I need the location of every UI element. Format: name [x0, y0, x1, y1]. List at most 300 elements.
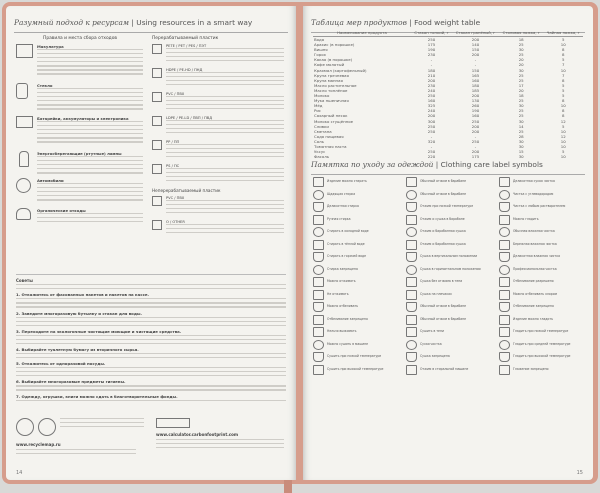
care-symbol-label: Можно отбеливать хлором: [513, 291, 557, 296]
care-symbol-icon: [499, 240, 510, 250]
care-symbol-label: Обычный отжим в барабане: [420, 179, 467, 184]
care-column-3: [499, 176, 587, 376]
care-symbol-icon: [499, 190, 510, 200]
care-symbol-item: [313, 351, 401, 364]
care-symbol-icon: [313, 315, 324, 325]
plastic-code: PVC / ПВХ: [166, 196, 185, 200]
plastic-code: HDPE / PE-HD / ПНД: [166, 68, 203, 72]
care-symbol-label: Сушка на плечиках: [420, 291, 452, 296]
product-cell: Сливки: [314, 123, 329, 129]
care-symbol-label: Глажение запрещено: [513, 366, 549, 371]
waste-item: [16, 44, 143, 83]
care-symbol-item: [313, 176, 401, 189]
care-symbol-icon: [406, 340, 417, 350]
right-page-number: 15: [576, 470, 583, 476]
recycle-triangle-icon: [152, 92, 162, 102]
weight-cell: -: [430, 57, 433, 63]
plastic-code: PS / ПС: [166, 164, 180, 168]
care-symbol-label: Сушить при высокой температуре: [327, 366, 384, 371]
tip: 6. Выбирайте многоразовые предметы гигиены.: [16, 379, 126, 385]
care-symbol-icon: [406, 240, 417, 250]
care-symbol-item: [406, 314, 494, 327]
right-page-header: Таблица мер продуктов | Food weight table: [311, 18, 585, 33]
weight-cell: 250: [471, 138, 480, 144]
care-symbol-icon: [499, 177, 510, 187]
care-symbol-label: Чистка с углеводородом: [513, 191, 554, 196]
recycle-triangle-icon: [152, 116, 162, 126]
plastic-code: PP / ПП: [166, 140, 180, 144]
care-symbol-label: Сушить при низкой температуре: [327, 354, 382, 359]
weight-cell: 5: [561, 123, 565, 129]
care-symbol-icon: [406, 290, 417, 300]
care-symbol-item: [313, 226, 401, 239]
weight-cell: 200: [427, 77, 436, 83]
weight-cell: 30: [518, 47, 524, 53]
care-symbol-icon: [313, 265, 324, 275]
care-symbol-label: Можно гладить: [513, 216, 539, 221]
weight-cell: 10: [560, 154, 566, 160]
care-symbol-icon: [406, 277, 417, 287]
waste-item: [16, 83, 143, 116]
weight-cell: 160: [471, 113, 480, 119]
product-cell: Крупа манная: [314, 77, 343, 83]
product-cell: Соль: [314, 138, 324, 144]
product-cell: Рис: [314, 108, 322, 114]
weight-cell: 18: [518, 93, 524, 99]
care-symbol-label: Можно отжимать: [327, 279, 356, 284]
waste-item: [16, 178, 143, 208]
care-symbol-item: [313, 214, 401, 227]
weight-cell: 5: [561, 82, 565, 88]
tip: 4. Выбирайте туалетную бумагу из вторичного сырья.: [16, 346, 139, 352]
care-symbol-item: [499, 189, 587, 202]
care-symbol-icon: [313, 365, 324, 375]
care-symbol-label: Отжим в стиральной машине: [420, 366, 469, 371]
care-symbol-item: [499, 176, 587, 189]
weight-cell: -: [474, 62, 477, 68]
weight-cell: 8: [561, 77, 565, 83]
weight-cell: 240: [427, 108, 436, 114]
plastic-item: [152, 140, 286, 164]
green-logo-icon: [156, 418, 190, 428]
left-page-header: Разумный подход к ресурсам | Using resources in a smart way: [14, 18, 288, 33]
care-symbol-item: [499, 339, 587, 352]
weight-cell: 250: [427, 37, 436, 42]
care-symbol-item: [406, 226, 494, 239]
care-symbol-item: [313, 239, 401, 252]
care-symbol-label: Нельзя выжимать: [327, 329, 357, 334]
weight-cell: 160: [471, 77, 480, 83]
sorting-title: Правила и места сбора отходов: [43, 36, 117, 41]
plastic-list: [152, 44, 286, 242]
weight-cell: 12: [560, 118, 566, 124]
care-symbol-label: Сушка в горизонтальном положении: [420, 266, 481, 271]
care-symbol-item: [406, 264, 494, 277]
care-symbol-item: [313, 276, 401, 289]
care-symbol-label: Щадящая стирка: [327, 191, 356, 196]
care-symbol-label: Сушить в тени: [420, 329, 444, 334]
care-symbol-icon: [313, 252, 324, 262]
weight-cell: 230: [427, 82, 436, 88]
weight-cell: 25: [518, 52, 524, 58]
product-cell: Сахарный песок: [314, 113, 348, 119]
care-symbol-label: Не отжимать: [327, 291, 349, 296]
recycle-triangle-icon: [152, 164, 162, 174]
care-symbol-label: Гладить при высокой температуре: [513, 354, 571, 359]
care-symbol-item: [499, 214, 587, 227]
weight-cell: 7: [561, 72, 565, 78]
column-header: Стакан тонкий, г: [411, 30, 452, 37]
care-symbol-label: Обычный отжим в барабане: [420, 191, 467, 196]
weight-cell: 240: [427, 87, 436, 93]
care-symbol-item: [406, 351, 494, 364]
column-header: Столовая ложка, г: [499, 30, 543, 37]
weight-cell: 175: [427, 42, 436, 48]
weight-cell: 12: [560, 133, 566, 139]
weight-cell: 10: [560, 67, 566, 73]
care-symbol-icon: [313, 302, 324, 312]
weight-cell: 250: [427, 128, 436, 134]
weight-cell: 320: [427, 138, 436, 144]
care-symbol-label: Ручная стирка: [327, 216, 351, 221]
weight-cell: 5: [561, 93, 565, 99]
care-symbol-label: Отжим и барабанная сушка: [420, 241, 466, 246]
care-symbol-item: [499, 314, 587, 327]
weight-cell: 150: [471, 47, 480, 53]
weight-cell: 160: [427, 98, 436, 104]
care-symbol-icon: [499, 290, 510, 300]
care-symbol-item: [499, 226, 587, 239]
left-page-number: 14: [16, 470, 23, 476]
care-header: Памятка по уходу за одеждой | Clothing care label symbols: [311, 160, 585, 175]
care-symbol-icon: [499, 252, 510, 262]
care-symbol-label: Чистка с любым растворителем: [513, 204, 566, 209]
care-symbol-icon: [406, 190, 417, 200]
weight-cell: 250: [471, 118, 480, 124]
care-symbol-item: [499, 264, 587, 277]
care-symbol-item: [406, 176, 494, 189]
weight-cell: 20: [518, 62, 524, 68]
product-cell: Масло топлёное: [314, 87, 348, 93]
care-symbol-label: Отбеливание запрещено: [327, 316, 368, 321]
care-symbol-icon: [313, 352, 324, 362]
care-symbol-label: Сушка без отжима в тени: [420, 279, 463, 284]
paper-icon: [16, 44, 33, 58]
care-symbol-label: Сухая чистка: [420, 341, 442, 346]
care-symbol-label: Деликатная сухая чистка: [513, 179, 555, 184]
column-header: Стакан гранёный, г: [452, 30, 499, 37]
weight-cell: 250: [427, 149, 436, 155]
weight-cell: 200: [427, 113, 436, 119]
care-symbol-item: [313, 364, 401, 377]
weight-cell: 260: [471, 103, 480, 109]
tip: 2. Заведите многоразовую бутылку и стакан для воды.: [16, 310, 142, 316]
weight-cell: 25: [518, 42, 524, 48]
care-symbol-label: Профессиональная чистка: [513, 266, 557, 271]
care-symbol-item: [406, 251, 494, 264]
care-symbol-icon: [406, 215, 417, 225]
column-header: Наименование продукта: [313, 30, 411, 37]
care-symbol-icon: [499, 340, 510, 350]
weight-cell: 18: [518, 37, 524, 42]
care-symbol-label: Отжим и барабанная сушка: [420, 229, 466, 234]
weight-cell: 210: [427, 72, 436, 78]
care-symbol-item: [406, 301, 494, 314]
product-cell: Сметана: [314, 128, 332, 134]
weight-cell: 130: [471, 98, 480, 104]
care-symbol-item: [499, 364, 587, 377]
recycle-logo-icon: [16, 418, 34, 436]
waste-item: [16, 151, 143, 178]
weight-cell: 230: [427, 52, 436, 58]
care-symbol-item: [313, 314, 401, 327]
care-symbol-icon: [499, 302, 510, 312]
left-header-script: Разумный подход к ресурсам: [14, 18, 130, 27]
care-symbol-item: [313, 289, 401, 302]
care-symbol-label: Стирать в тёплой воде: [327, 241, 365, 246]
care-symbol-item: [313, 301, 401, 314]
plastic-code: LDPE / PE-LD / ПВП / ПВД: [166, 116, 213, 120]
table-row: [313, 154, 583, 159]
recycle-triangle-icon: [152, 140, 162, 150]
product-cell: Уксус: [314, 149, 326, 155]
left-footer: [16, 416, 286, 460]
care-symbol-label: Можно отбеливать: [327, 304, 359, 309]
waste-title: Автомобили: [37, 178, 64, 183]
product-cell: Крахмал (картофельный): [314, 67, 367, 73]
tips-title: Советы: [16, 278, 33, 283]
weight-cell: 200: [471, 52, 480, 58]
care-symbol-icon: [499, 227, 510, 237]
care-symbol-item: [499, 351, 587, 364]
tip: 3. Переходите на экологичные чистящие моющие и чистящие средства.: [16, 328, 182, 334]
care-symbol-icon: [406, 302, 417, 312]
waste-title: Батарейки, аккумуляторы и электроника: [37, 116, 129, 121]
care-header-en: Clothing care label symbols: [440, 160, 543, 169]
care-symbol-label: Деликатная стирка: [327, 204, 359, 209]
plastic-item: [152, 92, 286, 116]
tip: 5. Откажитесь от одноразовой посуды.: [16, 361, 106, 367]
column-header: Чайная ложка, г: [543, 30, 583, 37]
weight-cell: 200: [471, 37, 480, 42]
care-symbol-label: Сушка запрещена: [420, 354, 450, 359]
care-symbol-icon: [313, 177, 324, 187]
weight-cell: 10: [560, 42, 566, 48]
plastic-column: [152, 36, 286, 44]
recycle-triangle-icon: [152, 220, 162, 230]
nonrecyclable-title: Неперерабатываемый пластик: [152, 188, 221, 193]
weight-cell: 175: [471, 154, 480, 160]
waste-item: [16, 208, 143, 228]
plastic-item: [152, 116, 286, 140]
glass-icon: [16, 83, 28, 99]
left-header-en: Using resources in a smart way: [136, 18, 253, 27]
care-symbol-label: Гладить при низкой температуре: [513, 329, 569, 334]
care-symbol-icon: [499, 327, 510, 337]
weight-cell: 8: [561, 52, 565, 58]
care-symbol-label: Стирать в холодной воде: [327, 229, 369, 234]
care-symbol-item: [406, 364, 494, 377]
care-symbol-icon: [406, 315, 417, 325]
weight-cell: 250: [427, 93, 436, 99]
weight-cell: -: [474, 57, 477, 63]
weight-cell: 20: [518, 57, 524, 63]
care-symbol-label: Отжим и сушка в барабане: [420, 216, 465, 221]
weight-cell: 20: [518, 87, 524, 93]
care-symbol-item: [406, 189, 494, 202]
recycle-triangle-icon: [152, 44, 162, 54]
care-symbol-item: [406, 201, 494, 214]
weight-cell: 150: [471, 67, 480, 73]
product-cell: Мёд: [314, 103, 323, 109]
weight-cell: 200: [471, 123, 480, 129]
weight-cell: 5: [561, 37, 565, 42]
tip: 7. Одежду, игрушки, книги можно сдать в благотворительные фонды.: [16, 393, 178, 399]
weight-cell: 200: [471, 93, 480, 99]
care-symbol-label: Отбеливание разрешено: [513, 279, 554, 284]
product-cell: Вишня: [314, 47, 328, 53]
weight-cell: 25: [518, 128, 524, 134]
care-symbol-icon: [313, 290, 324, 300]
care-symbol-item: [406, 326, 494, 339]
waste-title: Органические отходы: [37, 208, 86, 213]
care-symbol-icon: [499, 315, 510, 325]
care-symbol-icon: [499, 365, 510, 375]
product-cell: Масло растительное: [314, 82, 357, 88]
weight-cell: 30: [518, 138, 524, 144]
organic-icon: [16, 208, 31, 220]
product-cell: Молоко сгущённое: [314, 118, 353, 124]
care-symbol-label: Изделие можно гладить: [513, 316, 554, 321]
waste-title: Стекло: [37, 83, 53, 88]
care-symbol-icon: [406, 365, 417, 375]
care-symbol-label: Стирка запрещена: [327, 266, 358, 271]
weight-cell: -: [430, 133, 433, 139]
product-cell: Фасоль: [314, 154, 330, 160]
care-symbol-icon: [313, 227, 324, 237]
care-symbol-item: [406, 339, 494, 352]
weight-cell: 17: [518, 82, 524, 88]
care-symbol-label: Стирать в горячей воде: [327, 254, 367, 259]
product-cell: Вода: [314, 37, 325, 42]
care-symbol-label: Обычный отжим в барабане: [420, 304, 467, 309]
care-symbol-item: [313, 339, 401, 352]
weight-cell: 10: [560, 143, 566, 149]
care-symbol-icon: [406, 352, 417, 362]
care-column-1: [313, 176, 401, 376]
care-symbol-icon: [406, 327, 417, 337]
tip: 1. Откажитесь от фасованных пакетов и пакетов на кассе.: [16, 292, 149, 298]
weight-cell: 5: [561, 57, 565, 63]
right-page: [303, 6, 593, 480]
weight-cell: 250: [427, 123, 436, 129]
plastic-item: [152, 196, 286, 220]
care-symbol-item: [499, 251, 587, 264]
care-symbol-icon: [313, 202, 324, 212]
care-symbol-icon: [406, 227, 417, 237]
weight-cell: -: [474, 143, 477, 149]
weight-cell: 30: [518, 143, 524, 149]
plastic-code: PVC / ПВХ: [166, 92, 185, 96]
care-symbol-item: [499, 201, 587, 214]
care-symbol-label: Сушка в вертикальном положении: [420, 254, 478, 259]
care-symbol-label: Можно сушить в машине: [327, 341, 369, 346]
care-symbol-icon: [313, 340, 324, 350]
care-header-script: Памятка по уходу за одеждой: [311, 160, 434, 169]
care-symbol-icon: [406, 265, 417, 275]
tips-section: [16, 274, 286, 404]
calculator-link[interactable]: www.calculator.carbonfootprint.com: [156, 432, 239, 437]
plastic-item: [152, 44, 286, 68]
weight-cell: 25: [518, 98, 524, 104]
weight-cell: 30: [518, 103, 524, 109]
care-symbol-icon: [313, 215, 324, 225]
weight-cell: 8: [561, 108, 565, 114]
care-symbol-label: Обычная влажная чистка: [513, 229, 555, 234]
weight-cell: 185: [471, 87, 480, 93]
care-symbol-label: Бережная влажная чистка: [513, 241, 557, 246]
care-symbol-icon: [406, 177, 417, 187]
care-symbol-item: [313, 264, 401, 277]
care-symbol-label: Отбеливание запрещено: [513, 304, 554, 309]
weight-cell: 30: [518, 154, 524, 160]
care-symbol-item: [499, 276, 587, 289]
care-symbol-item: [499, 301, 587, 314]
care-symbol-icon: [313, 190, 324, 200]
weight-cell: 8: [561, 98, 565, 104]
care-column-2: [406, 176, 494, 376]
care-symbol-item: [313, 201, 401, 214]
weight-cell: 30: [518, 118, 524, 124]
weight-cell: 25: [518, 72, 524, 78]
plastic-item: [152, 220, 286, 242]
care-symbol-label: Отжим при низкой температуре: [420, 204, 474, 209]
weight-cell: -: [474, 133, 477, 139]
care-symbol-icon: [499, 352, 510, 362]
right-header-script: Таблица мер продуктов: [311, 18, 407, 27]
weight-cell: 5: [561, 87, 565, 93]
right-header-en: Food weight table: [414, 18, 481, 27]
weight-cell: 180: [427, 67, 436, 73]
weight-cell: 200: [471, 128, 480, 134]
waste-column: [16, 36, 144, 44]
care-symbol-icon: [313, 327, 324, 337]
waste-title: Макулатура: [37, 44, 64, 49]
food-weight-table: [313, 30, 583, 159]
weight-cell: 15: [518, 149, 524, 155]
care-symbol-icon: [499, 215, 510, 225]
care-symbol-item: [313, 189, 401, 202]
eco-logo-icon: [38, 418, 56, 436]
care-symbol-icon: [499, 277, 510, 287]
weight-cell: 10: [560, 138, 566, 144]
plastic-code: O / OTHER: [166, 220, 185, 224]
product-cell: Крупа гречневая: [314, 72, 349, 78]
weight-cell: 28: [518, 133, 524, 139]
weight-cell: 25: [518, 108, 524, 114]
product-cell: Какао (в порошке): [314, 57, 353, 63]
weight-cell: 10: [560, 103, 566, 109]
left-page: [6, 6, 296, 480]
recyclemap-link[interactable]: www.recyclemap.ru: [16, 442, 61, 447]
product-cell: Арахис (в порошке): [314, 42, 355, 48]
weight-cell: 180: [471, 82, 480, 88]
care-symbol-item: [406, 214, 494, 227]
weight-cell: 7: [561, 62, 565, 68]
care-symbol-item: [406, 276, 494, 289]
weight-cell: 25: [518, 77, 524, 83]
care-symbol-label: Изделие можно стирать: [327, 179, 367, 184]
